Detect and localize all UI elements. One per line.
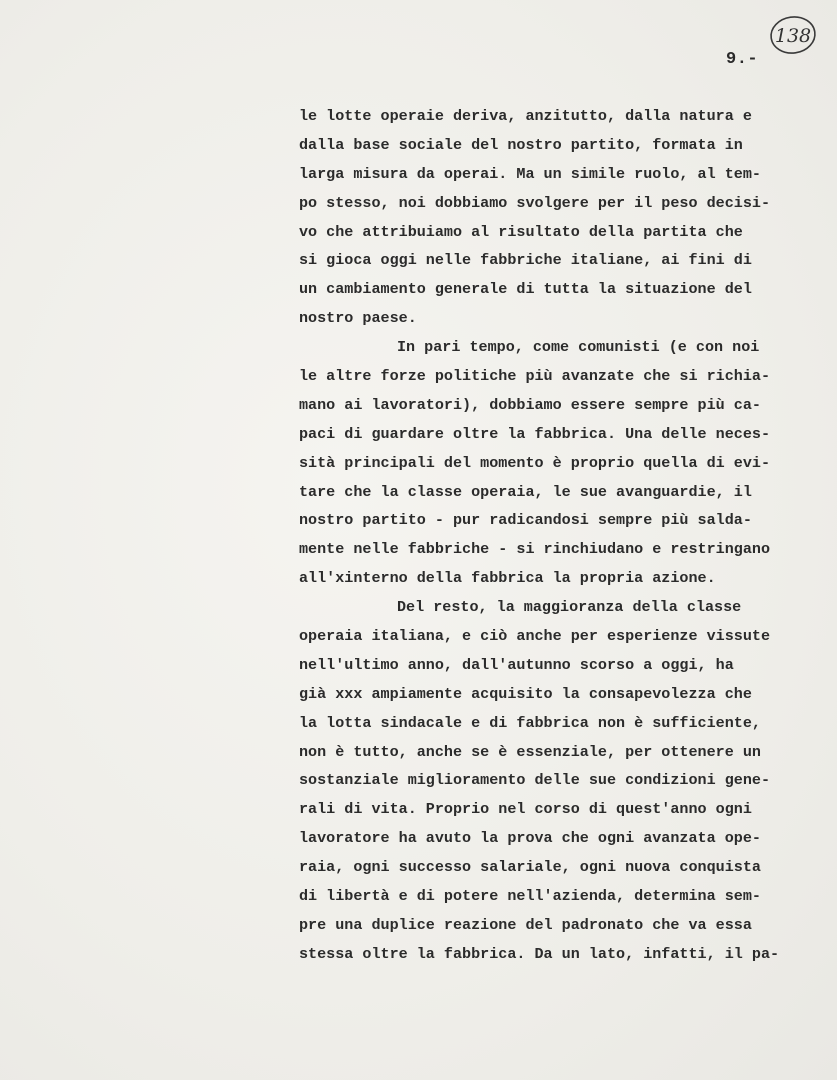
text-line: pre una duplice reazione del padronato che va essa (299, 915, 752, 934)
text-line: le lotte operaie deriva, anzitutto, dalla natura e (299, 107, 752, 125)
text-line: operaia italiana, e ciò anche per esperienze vissute (299, 627, 771, 646)
text-line: Del resto, la maggioranza della classe (397, 598, 742, 617)
body-text (299, 102, 819, 969)
text-line: lavoratore ha avuto la prova che ogni avanzata ope- (299, 829, 761, 848)
circle-icon (768, 14, 818, 56)
text-line: le altre forze politiche più avanzate che si richia- (299, 367, 771, 386)
text-line: nell'ultimo anno, dall'autunno scorso a oggi, ha (299, 655, 734, 674)
text-line: all'xinterno della fabbrica la propria azione. (299, 569, 716, 588)
text-line: In pari tempo, come comunisti (e con noi (397, 338, 760, 357)
text-line: vo che attribuiamo al risultato della partita che (299, 222, 743, 241)
text-line: un cambiamento generale di tutta la situazione del (299, 280, 752, 299)
text-line: stessa oltre la fabbrica. Da un lato, infatti, il pa- (299, 944, 780, 963)
archive-number: 138 (774, 25, 812, 47)
text-line: paci di guardare oltre la fabbrica. Una delle neces- (299, 424, 771, 443)
text-line: dalla base sociale del nostro partito, formata in (299, 135, 743, 154)
text-line: sità principali del momento è proprio quella di evi- (299, 453, 771, 472)
text-line: sostanziale miglioramento delle sue condizioni gene- (299, 771, 771, 790)
text-line: mente nelle fabbriche - si rinchiudano e restringano (299, 540, 771, 559)
text-line: di libertà e di potere nell'azienda, determina sem- (299, 887, 761, 906)
text-line: non è tutto, anche se è essenziale, per ottenere un (299, 742, 761, 761)
text-line: larga misura da operai. Ma un simile ruolo, al tem- (299, 164, 761, 183)
archive-stamp (768, 14, 818, 56)
text-line: si gioca oggi nelle fabbriche italiane, ai fini di (299, 251, 752, 270)
text-line: po stesso, noi dobbiamo svolgere per il peso decisi- (299, 193, 771, 212)
text-line: nostro paese. (299, 309, 417, 328)
text-line: la lotta sindacale e di fabbrica non è sufficiente, (299, 713, 761, 732)
text-line: rali di vita. Proprio nel corso di quest'anno ogni (299, 800, 752, 819)
text-line: già xxx ampiamente acquisito la consapevolezza che (299, 684, 752, 703)
text-line: tare che la classe operaia, le sue avanguardie, il (299, 482, 752, 501)
page-number: 9.- (726, 50, 759, 69)
text-line: nostro partito - pur radicandosi sempre più salda- (299, 511, 752, 530)
text-line: raia, ogni successo salariale, ogni nuova conquista (299, 858, 761, 877)
text-line: mano ai lavoratori), dobbiamo essere sempre più ca- (299, 395, 761, 414)
